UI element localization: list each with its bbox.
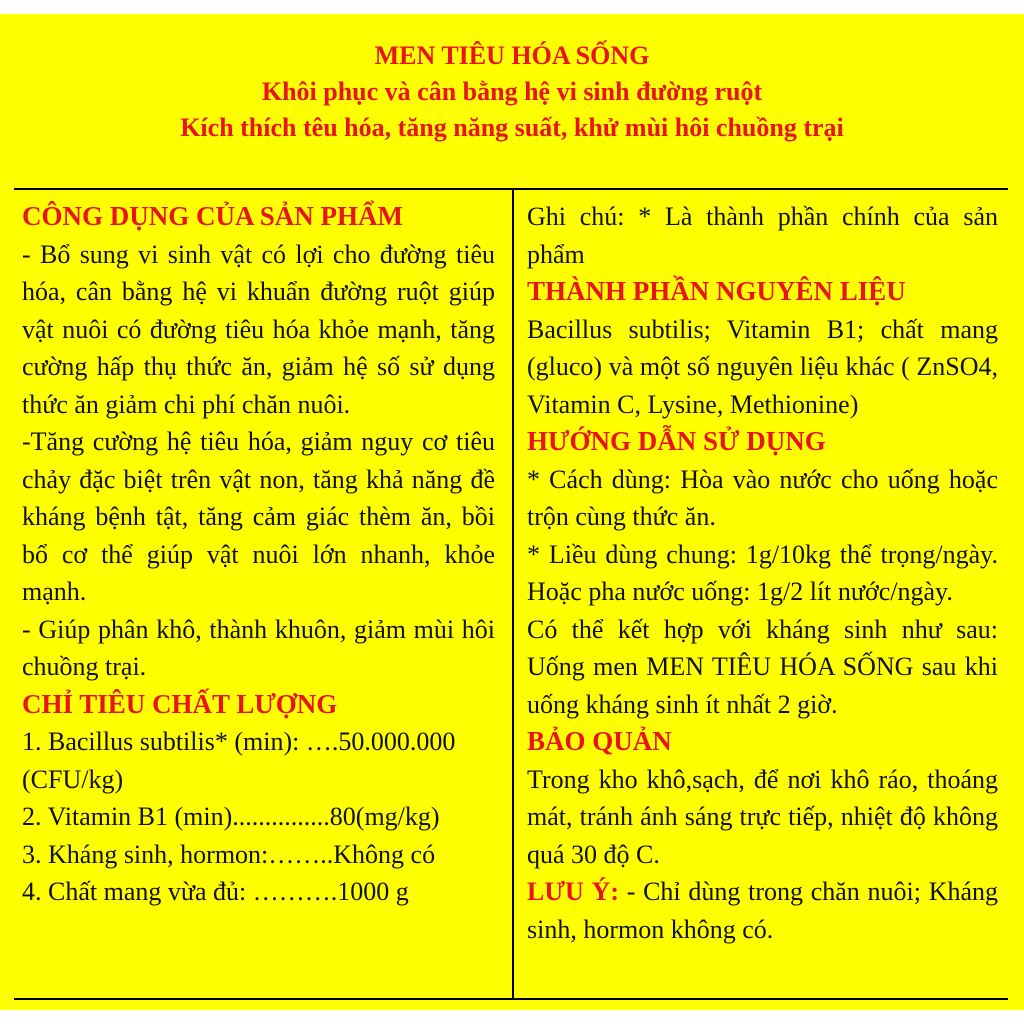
quality-item: 4. Chất mang vừa đủ: ……….1000 g [22,877,409,906]
guide-paragraph-2: * Liều dùng chung: 1g/10kg thể trọng/ngày. Hoặc pha nước uống: 1g/2 lít nước/ngày. [527,539,998,606]
main-ingredient-note: Ghi chú: * Là thành phần chính của sản phẩm [527,202,998,269]
product-subtitle-1: Khôi phục và cân bằng hệ vi sinh đường ruột [261,77,763,106]
quality-item: 3. Kháng sinh, hormon:……..Không có [22,839,436,869]
ingredients-heading: THÀNH PHẦN NGUYÊN LIỆU [527,276,906,306]
usage-paragraph-3: - Giúp phân khô, thành khuôn, giảm mùi hôi chuồng trại. [22,614,495,681]
storage-text: Trong kho khô,sạch, để nơi khô ráo, thoáng mát, tránh ánh sáng trực tiếp, nhiệt độ không quá 30 độ C. [527,764,998,869]
column-divider [512,188,514,1000]
guide-heading: HƯỚNG DẪN SỬ DỤNG [527,426,826,456]
quality-item: 1. Bacillus subtilis* (min): ….50.000.000 (CFU/kg) [22,727,456,794]
storage-heading: BẢO QUẢN [527,726,672,756]
usage-heading: CÔNG DỤNG CỦA SẢN PHẨM [22,201,403,231]
right-column [527,198,998,948]
usage-paragraph-2: -Tăng cường hệ tiêu hóa, giảm nguy cơ tiêu chảy đặc biệt trên vật non, tăng khả năng đề kháng bệnh tật, tăng cảm giác thèm ăn, bồi bổ cơ thể giúp vật nuôi lớn nhanh, khỏe mạnh. [22,427,495,606]
ingredients-text: Bacillus subtilis; Vitamin B1; chất mang (gluco) và một số nguyên liệu khác ( ZnSO4, Vitamin C, Lysine, Methionine) [527,314,998,419]
product-title: MEN TIÊU HÓA SỐNG [374,41,650,70]
guide-paragraph-3: Có thể kết hợp với kháng sinh như sau: Uống men MEN TIÊU HÓA SỐNG sau khi uống kháng sinh ít nhất 2 giờ. [527,614,998,719]
label-header [0,38,1024,146]
quality-item: 2. Vitamin B1 (min)...............80(mg/kg) [22,802,440,831]
product-subtitle-2: Kích thích têu hóa, tăng năng suất, khử mùi hôi chuồng trại [180,113,844,142]
caution-text: - Chỉ dùng trong chăn nuôi; Kháng sinh, hormon không có. [527,877,999,944]
guide-paragraph-1: * Cách dùng: Hòa vào nước cho uống hoặc trộn cùng thức ăn. [527,464,998,531]
left-column [22,198,495,911]
caution-note [527,873,998,948]
quality-heading: CHỈ TIÊU CHẤT LƯỢNG [22,688,338,719]
usage-paragraph-1: - Bổ sung vi sinh vật có lợi cho đường tiêu hóa, cân bằng hệ vi khuẩn đường ruột giúp vật nuôi có đường tiêu hóa khỏe mạnh, tăng cường hấp thụ thức ăn, giảm hệ số sử dụng thức ăn giảm chi phí chăn nuôi. [22,239,495,419]
caution-label: LƯU Ý: [527,877,619,906]
